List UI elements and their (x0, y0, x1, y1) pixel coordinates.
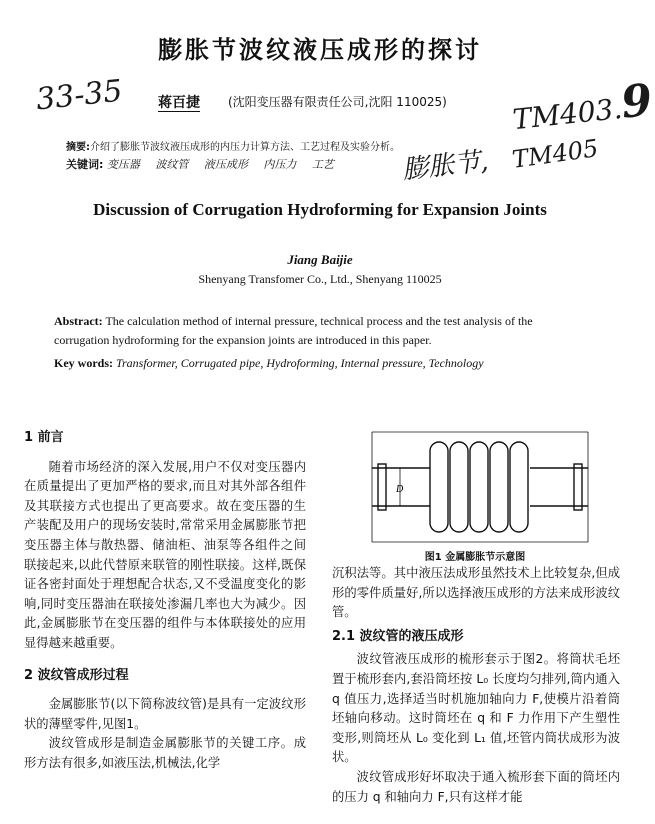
abstract-cn-label: 摘要: (66, 142, 90, 153)
abstract-cn (66, 138, 400, 153)
keywords-cn (66, 156, 346, 172)
keywords-cn-label: 关键词: (66, 158, 104, 171)
affiliation-cn: (沈阳变压器有限责任公司,沈阳 110025) (228, 95, 447, 109)
author-en: Jiang Baijie (287, 252, 353, 267)
keyword-cn: 内压力 (263, 158, 297, 171)
keyword-cn: 变压器 (106, 158, 140, 171)
page-title: 膨胀节波纹液压成形的探讨 (158, 36, 482, 64)
figure-1-bellows-diagram (370, 428, 590, 546)
left-column (24, 428, 306, 774)
section-2-1-para-2: 波纹管成形好坏取决于通入梳形套下面的筒坯内的压力 q 和轴向力 F,只有这样才能 (332, 769, 620, 804)
keywords-en (54, 354, 588, 373)
section-2-1-para-1: 波纹管液压成形的梳形套示于图2。将筒状毛坯置于梳形套内,套沿筒坯按 L₀ 长度均匀排列,筒内通入 q 值压力,选择适当时机施加轴向力 F,使模片沿着筒坯轴向移动。这时筒坯在 q 和 F 力作用下产生塑性变形,则筒坯从 L₀ 变化到 L₁ 值,坯管内筒状成形为波状。 (332, 652, 620, 765)
handwritten-keyword: 膨胀节, (400, 146, 490, 186)
keyword-cn: 工艺 (311, 158, 334, 171)
handwritten-page-range: 33-35 (34, 73, 125, 118)
handwritten-class-code-1 (510, 75, 655, 140)
section-2-heading: 2 波纹管成形过程 (24, 667, 129, 683)
figure-1-caption: 图1 金属膨胀节示意图 (424, 552, 526, 563)
right-column (332, 564, 620, 807)
section-2-para-2: 波纹管成形是制造金属膨胀节的关键工序。成形方法有很多,如液压法,机械法,化学 (24, 736, 306, 770)
section-1-body: 随着市场经济的深入发展,用户不仅对变压器内在质量提出了更加严格的要求,而且对其外部各组件及其联接方式也提出了更高要求。故在变压器的生产装配及用户的现场安装时,常常采用金属膨胀节把变压器主体与散热器、储油柜、油泵等各组件之间联接起来,以此代替原来联管的刚性联接。这样,既保证各密封面处于理想配合状态,又不受温度变化的影响,同时变压器油在联接处渗漏几率也大为减少。因此,金属膨胀节在变压器的组件与本体联接处的应用显得越来越重要。 (24, 459, 306, 650)
section-2-1-heading: 2.1 波纹管的液压成形 (332, 628, 464, 644)
section-2-para-1: 金属膨胀节(以下简称波纹管)是具有一定波纹形状的薄壁零件,见图1。 (24, 697, 306, 731)
abstract-cn-text: 介绍了膨胀节波纹液压成形的内压力计算方法、工艺过程及实验分析。 (90, 142, 400, 153)
affiliation-en: Shenyang Transfomer Co., Ltd., Shenyang 110025 (198, 272, 442, 286)
figure-dimension-label: D (396, 484, 404, 495)
author-cn: 蒋百捷 (158, 95, 200, 111)
keyword-cn: 液压成形 (203, 158, 248, 171)
section-1-heading: 1 前言 (24, 430, 64, 445)
handwritten-class-code-2: TM405 (510, 134, 600, 174)
handwritten-code-text: TM403. (511, 91, 624, 137)
keyword-cn: 波纹管 (155, 158, 189, 171)
section-2-continuation: 沉积法等。其中液压法成形虽然技术上比较复杂,但成形的零件质量好,所以选择液压成形的方法来成形波纹管。 (332, 566, 620, 620)
abstract-en (54, 312, 588, 350)
title-en: Discussion of Corrugation Hydroforming for Expansion Joints (93, 200, 547, 219)
keywords-en-label: Key words: (54, 356, 113, 370)
abstract-en-label: Abstract: (54, 314, 103, 328)
keywords-en-text: Transformer, Corrugated pipe, Hydroforming, Internal pressure, Technology (116, 356, 484, 370)
abstract-en-text: The calculation method of internal pressure, technical process and the test analysis of the corrugation hydroforming for the expansion joints are introduced in this paper. (54, 314, 533, 347)
handwritten-code-digit: 9 (618, 74, 655, 129)
